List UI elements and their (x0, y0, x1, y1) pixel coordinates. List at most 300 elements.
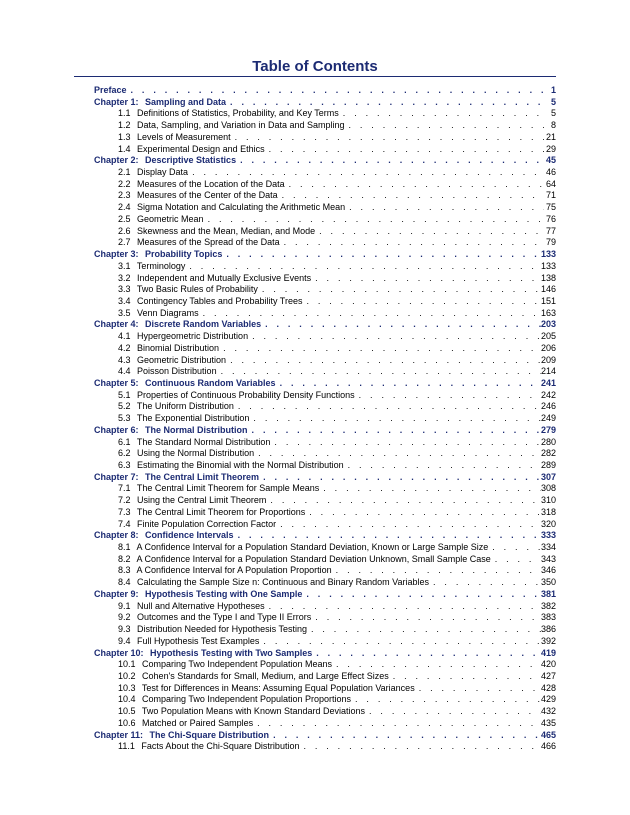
dot-leader (280, 237, 544, 249)
entry-number: Chapter 4: (94, 319, 139, 330)
toc-section-entry[interactable] (94, 636, 556, 648)
entry-label (118, 390, 355, 402)
page-number: 383 (540, 612, 556, 623)
page-number: 310 (540, 495, 556, 506)
entry-number: Chapter 10: (94, 647, 144, 658)
entry-label (118, 624, 307, 636)
dot-leader (351, 694, 541, 706)
entry-label (118, 554, 491, 566)
dot-leader (302, 296, 541, 308)
entry-number: 3.3 (118, 284, 131, 295)
entry-number: Chapter 1: (94, 96, 139, 107)
entry-title: Preface (94, 85, 127, 95)
entry-label (94, 97, 226, 109)
entry-number: 9.3 (118, 624, 131, 635)
dot-leader (248, 425, 541, 437)
dot-leader (226, 97, 544, 109)
toc-section-entry[interactable] (94, 483, 556, 495)
entry-label (118, 355, 226, 367)
entry-label (118, 237, 280, 249)
dot-leader (488, 542, 541, 554)
entry-title: Geometric Distribution (137, 354, 227, 365)
entry-title: Facts About the Chi-Square Distribution (141, 741, 300, 752)
page-number: 29 (545, 143, 556, 154)
entry-title: The Central Limit Theorem (145, 471, 260, 482)
entry-label (118, 612, 311, 624)
entry-label (118, 694, 351, 706)
entry-title: Skewness and the Mean, Median, and Mode (137, 225, 316, 236)
toc-section-entry[interactable] (94, 401, 556, 413)
page-number: 8 (550, 120, 556, 131)
entry-title: Contingency Tables and Probability Trees (137, 295, 303, 306)
entry-label (118, 519, 276, 531)
entry-label (118, 296, 302, 308)
entry-title: A Confidence Interval for a Population Standard Deviation, Known or Large Sample Size (136, 542, 489, 553)
toc-section-entry[interactable] (94, 179, 556, 191)
dot-leader (345, 120, 545, 132)
entry-label (118, 718, 253, 730)
entry-label (118, 601, 265, 613)
toc-section-entry[interactable] (94, 612, 556, 624)
page-number: 289 (540, 460, 556, 470)
page-number: 5 (550, 108, 556, 119)
entry-title: Using the Normal Distribution (137, 448, 255, 459)
entry-number: 2.7 (118, 237, 131, 248)
page-number: 151 (540, 295, 556, 306)
entry-label (118, 448, 254, 460)
entry-number: Chapter 6: (94, 424, 139, 435)
page-number: 203 (540, 319, 556, 330)
entry-label (118, 460, 344, 472)
entry-label (118, 167, 188, 179)
entry-title: The Standard Normal Distribution (136, 436, 271, 447)
entry-number: 10.1 (118, 659, 136, 670)
page-number: 133 (540, 260, 556, 271)
toc-chapter-entry[interactable] (94, 472, 556, 484)
entry-label (118, 507, 305, 519)
toc-section-entry[interactable] (94, 366, 556, 378)
dot-leader (204, 214, 544, 226)
entry-title: Calculating the Sample Size n: Continuous and Binary Random Variables (137, 577, 430, 588)
toc-section-entry[interactable] (94, 331, 556, 343)
toc-section-entry[interactable] (94, 226, 556, 238)
entry-number: 2.6 (118, 225, 131, 236)
entry-number: 4.1 (118, 331, 131, 342)
toc-section-entry[interactable] (94, 296, 556, 308)
toc-section-entry[interactable] (94, 214, 556, 226)
toc-section-entry[interactable] (94, 460, 556, 472)
page-number: 279 (540, 424, 556, 435)
dot-leader (305, 507, 541, 519)
entry-title: The Central Limit Theorem for Proportions (136, 506, 306, 517)
entry-title: Using the Central Limit Theorem (137, 495, 267, 506)
toc-chapter-entry[interactable] (94, 378, 556, 390)
page-number: 242 (540, 389, 556, 400)
entry-title: Hypothesis Testing with Two Samples (150, 647, 313, 658)
entry-number: 8.2 (118, 553, 131, 564)
dot-leader (312, 648, 541, 660)
page-number: 318 (540, 506, 556, 517)
page-number: 246 (540, 401, 556, 412)
entry-title: Venn Diagrams (137, 307, 199, 318)
page-number: 45 (545, 155, 556, 166)
entry-label (118, 706, 365, 718)
page-number: 466 (540, 741, 556, 752)
dot-leader (236, 155, 544, 167)
page-number: 320 (540, 518, 556, 529)
entry-title: Sampling and Data (145, 96, 227, 107)
toc-section-entry[interactable] (94, 284, 556, 296)
entry-label (94, 472, 259, 484)
entry-number: 10.6 (118, 717, 136, 728)
dot-leader (261, 319, 541, 331)
entry-label (94, 425, 248, 437)
toc-section-entry[interactable] (94, 108, 556, 120)
page-number: 334 (540, 542, 556, 553)
toc-section-entry[interactable] (94, 261, 556, 273)
toc-section-entry[interactable] (94, 308, 556, 320)
entry-label (94, 319, 261, 331)
entry-title: Matched or Paired Samples (142, 717, 254, 728)
entry-title: Experimental Design and Ethics (137, 143, 265, 154)
entry-number: 3.2 (118, 272, 131, 283)
entry-title: Two Basic Rules of Probability (136, 284, 258, 295)
toc-section-entry[interactable] (94, 144, 556, 156)
dot-leader (270, 437, 541, 449)
page-number: 382 (540, 600, 556, 611)
entry-number: 5.2 (118, 401, 131, 412)
page-number: 5 (550, 96, 556, 107)
toc-section-entry[interactable] (94, 190, 556, 202)
entry-title: Hypothesis Testing with One Sample (145, 588, 303, 599)
dot-leader (265, 144, 544, 156)
entry-number: 7.3 (118, 506, 131, 517)
entry-title: Comparing Two Independent Population Means (142, 659, 333, 670)
entry-title: The Exponential Distribution (136, 413, 250, 424)
dot-leader (222, 249, 541, 261)
page-number: 163 (540, 307, 556, 318)
toc-section-entry[interactable] (94, 437, 556, 449)
entry-number: 2.5 (118, 213, 131, 224)
page-number: 1 (550, 85, 556, 95)
toc-section-entry[interactable] (94, 659, 556, 671)
toc-section-entry[interactable] (94, 601, 556, 613)
toc-section-entry[interactable] (94, 542, 556, 554)
entry-label (118, 120, 345, 132)
toc-chapter-entry[interactable] (94, 648, 556, 660)
page-number: 381 (540, 588, 556, 599)
page-number: 427 (540, 670, 556, 681)
page-number: 79 (545, 237, 556, 248)
entry-label (94, 648, 312, 660)
dot-leader (491, 554, 541, 566)
entry-title: Data, Sampling, and Variation in Data and Sampling (137, 120, 345, 131)
entry-number: 4.4 (118, 366, 131, 377)
page-number: 308 (540, 483, 556, 494)
page-number: 307 (540, 471, 556, 482)
page-number: 333 (540, 530, 556, 541)
entry-title: Levels of Measurement (137, 131, 231, 142)
title-rule (74, 76, 556, 77)
toc-chapter-entry[interactable] (94, 155, 556, 167)
entry-label (94, 589, 302, 601)
page-number: 428 (540, 682, 556, 693)
toc-chapter-entry[interactable] (94, 730, 556, 742)
entry-number: 2.3 (118, 190, 131, 201)
entry-number: 9.1 (118, 600, 131, 611)
toc-section-entry[interactable] (94, 495, 556, 507)
toc-section-entry[interactable] (94, 167, 556, 179)
toc-section-entry[interactable] (94, 718, 556, 730)
dot-leader (344, 460, 541, 472)
page-number: 146 (540, 284, 556, 295)
entry-title: Sigma Notation and Calculating the Arithmetic Mean (137, 202, 346, 213)
entry-number: 1.4 (118, 143, 131, 154)
page-number: 46 (545, 167, 556, 178)
entry-title: Measures of the Center of the Data (137, 190, 278, 201)
entry-number: Chapter 9: (94, 588, 139, 599)
entry-number: 3.1 (118, 260, 131, 271)
page-number: 282 (540, 448, 556, 459)
dot-leader (234, 401, 541, 413)
entry-title: Full Hypothesis Test Examples (137, 635, 260, 646)
page-number: 205 (540, 331, 556, 342)
page-number: 346 (540, 565, 556, 576)
entry-label (118, 636, 259, 648)
page-number: 419 (540, 647, 556, 658)
dot-leader (339, 108, 544, 120)
entry-number: 8.3 (118, 565, 131, 576)
dot-leader (332, 659, 541, 671)
entry-number: 11.1 (118, 741, 135, 752)
entry-label (94, 249, 222, 261)
entry-number: 6.3 (118, 460, 131, 470)
page-number: 249 (540, 413, 556, 424)
dot-leader (199, 308, 541, 320)
page-number: 343 (540, 553, 556, 564)
entry-title: Measures of the Spread of the Data (137, 237, 280, 248)
dot-leader (127, 85, 544, 97)
toc-section-entry[interactable] (94, 132, 556, 144)
entry-label (118, 144, 265, 156)
entry-label (118, 565, 332, 577)
entry-number: 7.1 (118, 483, 131, 494)
page-number: 206 (540, 342, 556, 353)
entry-label (118, 495, 266, 507)
entry-number: 8.4 (118, 577, 131, 588)
entry-title: Comparing Two Independent Population Proportions (142, 694, 352, 705)
page-number: 280 (540, 436, 556, 447)
page-number: 209 (540, 354, 556, 365)
entry-label (118, 179, 285, 191)
entry-number: 4.3 (118, 354, 131, 365)
entry-title: A Confidence Interval for a Population Standard Deviation Unknown, Small Sample Case (136, 553, 491, 564)
entry-label (118, 108, 339, 120)
entry-label (118, 308, 199, 320)
dot-leader (265, 601, 541, 613)
entry-label (118, 483, 319, 495)
entry-number: 10.4 (118, 694, 136, 705)
toc-section-entry[interactable] (94, 694, 556, 706)
toc-chapter-entry[interactable] (94, 425, 556, 437)
toc-section-entry[interactable] (94, 273, 556, 285)
page-number: 75 (545, 202, 556, 213)
entry-number: 7.4 (118, 518, 131, 529)
dot-leader (299, 741, 541, 753)
dot-leader (285, 179, 544, 191)
page-title: Table of Contents (252, 58, 378, 75)
dot-leader (311, 273, 541, 285)
entry-number: 4.2 (118, 342, 131, 353)
dot-leader (315, 226, 544, 238)
dot-leader (365, 706, 541, 718)
entry-label (118, 542, 488, 554)
toc-section-entry[interactable] (94, 413, 556, 425)
dot-leader (429, 577, 541, 589)
entry-title: Independent and Mutually Exclusive Events (137, 272, 312, 283)
entry-title: Two Population Means with Known Standard Deviations (141, 706, 366, 717)
entry-label (94, 378, 276, 390)
toc-chapter-entry[interactable] (94, 589, 556, 601)
entry-title: The Central Limit Theorem for Sample Means (136, 483, 320, 494)
page-number: 429 (540, 694, 556, 705)
dot-leader (248, 331, 541, 343)
entry-label (118, 132, 231, 144)
entry-label (118, 214, 204, 226)
entry-number: 5.3 (118, 413, 131, 424)
page-number: 241 (540, 377, 556, 388)
toc-section-entry[interactable] (94, 202, 556, 214)
dot-leader (311, 612, 541, 624)
page-number: 465 (540, 729, 556, 740)
entry-title: Outcomes and the Type I and Type II Errors (137, 612, 312, 623)
entry-label (118, 671, 389, 683)
page-number: 350 (540, 577, 556, 588)
entry-title: Hypergeometric Distribution (137, 331, 249, 342)
toc-section-entry[interactable] (94, 390, 556, 402)
entry-number: 3.5 (118, 307, 131, 318)
dot-leader (302, 589, 541, 601)
toc-section-entry[interactable] (94, 706, 556, 718)
entry-title: Measures of the Location of the Data (137, 178, 285, 189)
toc-section-entry[interactable] (94, 683, 556, 695)
entry-title: Finite Population Correction Factor (137, 518, 277, 529)
dot-leader (259, 636, 541, 648)
toc-section-entry[interactable] (94, 624, 556, 636)
dot-leader (219, 343, 541, 355)
toc-section-entry[interactable] (94, 741, 556, 753)
entry-number: 2.1 (118, 167, 131, 178)
toc-section-entry[interactable] (94, 565, 556, 577)
entry-title: The Uniform Distribution (136, 401, 234, 412)
entry-number: 9.2 (118, 612, 131, 623)
entry-number: 10.2 (118, 670, 136, 681)
entry-label (118, 273, 311, 285)
toc-section-entry[interactable] (94, 343, 556, 355)
entry-title: Test for Differences in Means: Assuming Equal Population Variances (141, 682, 415, 693)
toc-section-entry[interactable] (94, 671, 556, 683)
entry-number: 6.2 (118, 448, 131, 459)
toc-section-entry[interactable] (94, 120, 556, 132)
page-number: 432 (540, 706, 556, 717)
toc-section-entry[interactable] (94, 237, 556, 249)
toc-section-entry[interactable] (94, 448, 556, 460)
page-number: 420 (540, 659, 556, 670)
entry-number: 2.2 (118, 178, 131, 189)
entry-title: Terminology (136, 260, 186, 271)
page-number: 71 (545, 190, 556, 201)
dot-leader (188, 167, 544, 179)
entry-number: 1.3 (118, 131, 131, 142)
entry-title: Cohen's Standards for Small, Medium, and Large Effect Sizes (142, 670, 389, 681)
toc-chapter-entry[interactable] (94, 97, 556, 109)
dot-leader (355, 390, 541, 402)
entry-title: Display Data (137, 167, 189, 178)
toc-section-entry[interactable] (94, 507, 556, 519)
entry-label (118, 401, 234, 413)
page-number: 435 (540, 717, 556, 728)
dot-leader (234, 530, 541, 542)
dot-leader (415, 683, 541, 695)
entry-title: The Chi-Square Distribution (149, 729, 270, 740)
toc-chapter-entry[interactable] (94, 530, 556, 542)
entry-title: Null and Alternative Hypotheses (137, 600, 265, 611)
page-number: 133 (540, 249, 556, 260)
entry-label (118, 659, 332, 671)
dot-leader (231, 132, 544, 144)
entry-title: Definitions of Statistics, Probability, and Key Terms (137, 108, 339, 119)
entry-label (94, 85, 127, 97)
dot-leader (258, 284, 541, 296)
dot-leader (307, 624, 541, 636)
toc-chapter-entry[interactable] (94, 249, 556, 261)
toc-chapter-entry[interactable] (94, 319, 556, 331)
entry-number: Chapter 5: (94, 377, 139, 388)
entry-number: 10.3 (118, 682, 136, 693)
entry-number: 7.2 (118, 495, 131, 506)
entry-label (118, 741, 299, 753)
entry-label (118, 284, 258, 296)
entry-number: 3.4 (118, 295, 131, 306)
entry-number: Chapter 7: (94, 471, 139, 482)
entry-label (118, 202, 345, 214)
entry-title: A Confidence Interval for A Population Proportion (136, 565, 332, 576)
dot-leader (345, 202, 544, 214)
entry-title: Distribution Needed for Hypothesis Testing (137, 624, 307, 635)
toc-chapter-entry[interactable] (94, 85, 556, 97)
entry-label (118, 190, 278, 202)
dot-leader (217, 366, 541, 378)
toc-section-entry[interactable] (94, 577, 556, 589)
entry-title: Probability Topics (145, 249, 223, 260)
toc-section-entry[interactable] (94, 519, 556, 531)
page-number: 392 (540, 635, 556, 646)
toc-section-entry[interactable] (94, 554, 556, 566)
entry-title: Descriptive Statistics (145, 155, 237, 166)
dot-leader (266, 495, 541, 507)
entry-title: The Normal Distribution (145, 424, 248, 435)
page-number: 138 (540, 272, 556, 283)
entry-label (118, 413, 249, 425)
entry-number: 9.4 (118, 635, 131, 646)
entry-number: 1.1 (118, 108, 131, 119)
toc-section-entry[interactable] (94, 355, 556, 367)
dot-leader (254, 448, 541, 460)
page-number: 214 (540, 366, 556, 377)
dot-leader (276, 378, 541, 390)
entry-title: Discrete Random Variables (145, 319, 262, 330)
page-number: 64 (545, 178, 556, 189)
